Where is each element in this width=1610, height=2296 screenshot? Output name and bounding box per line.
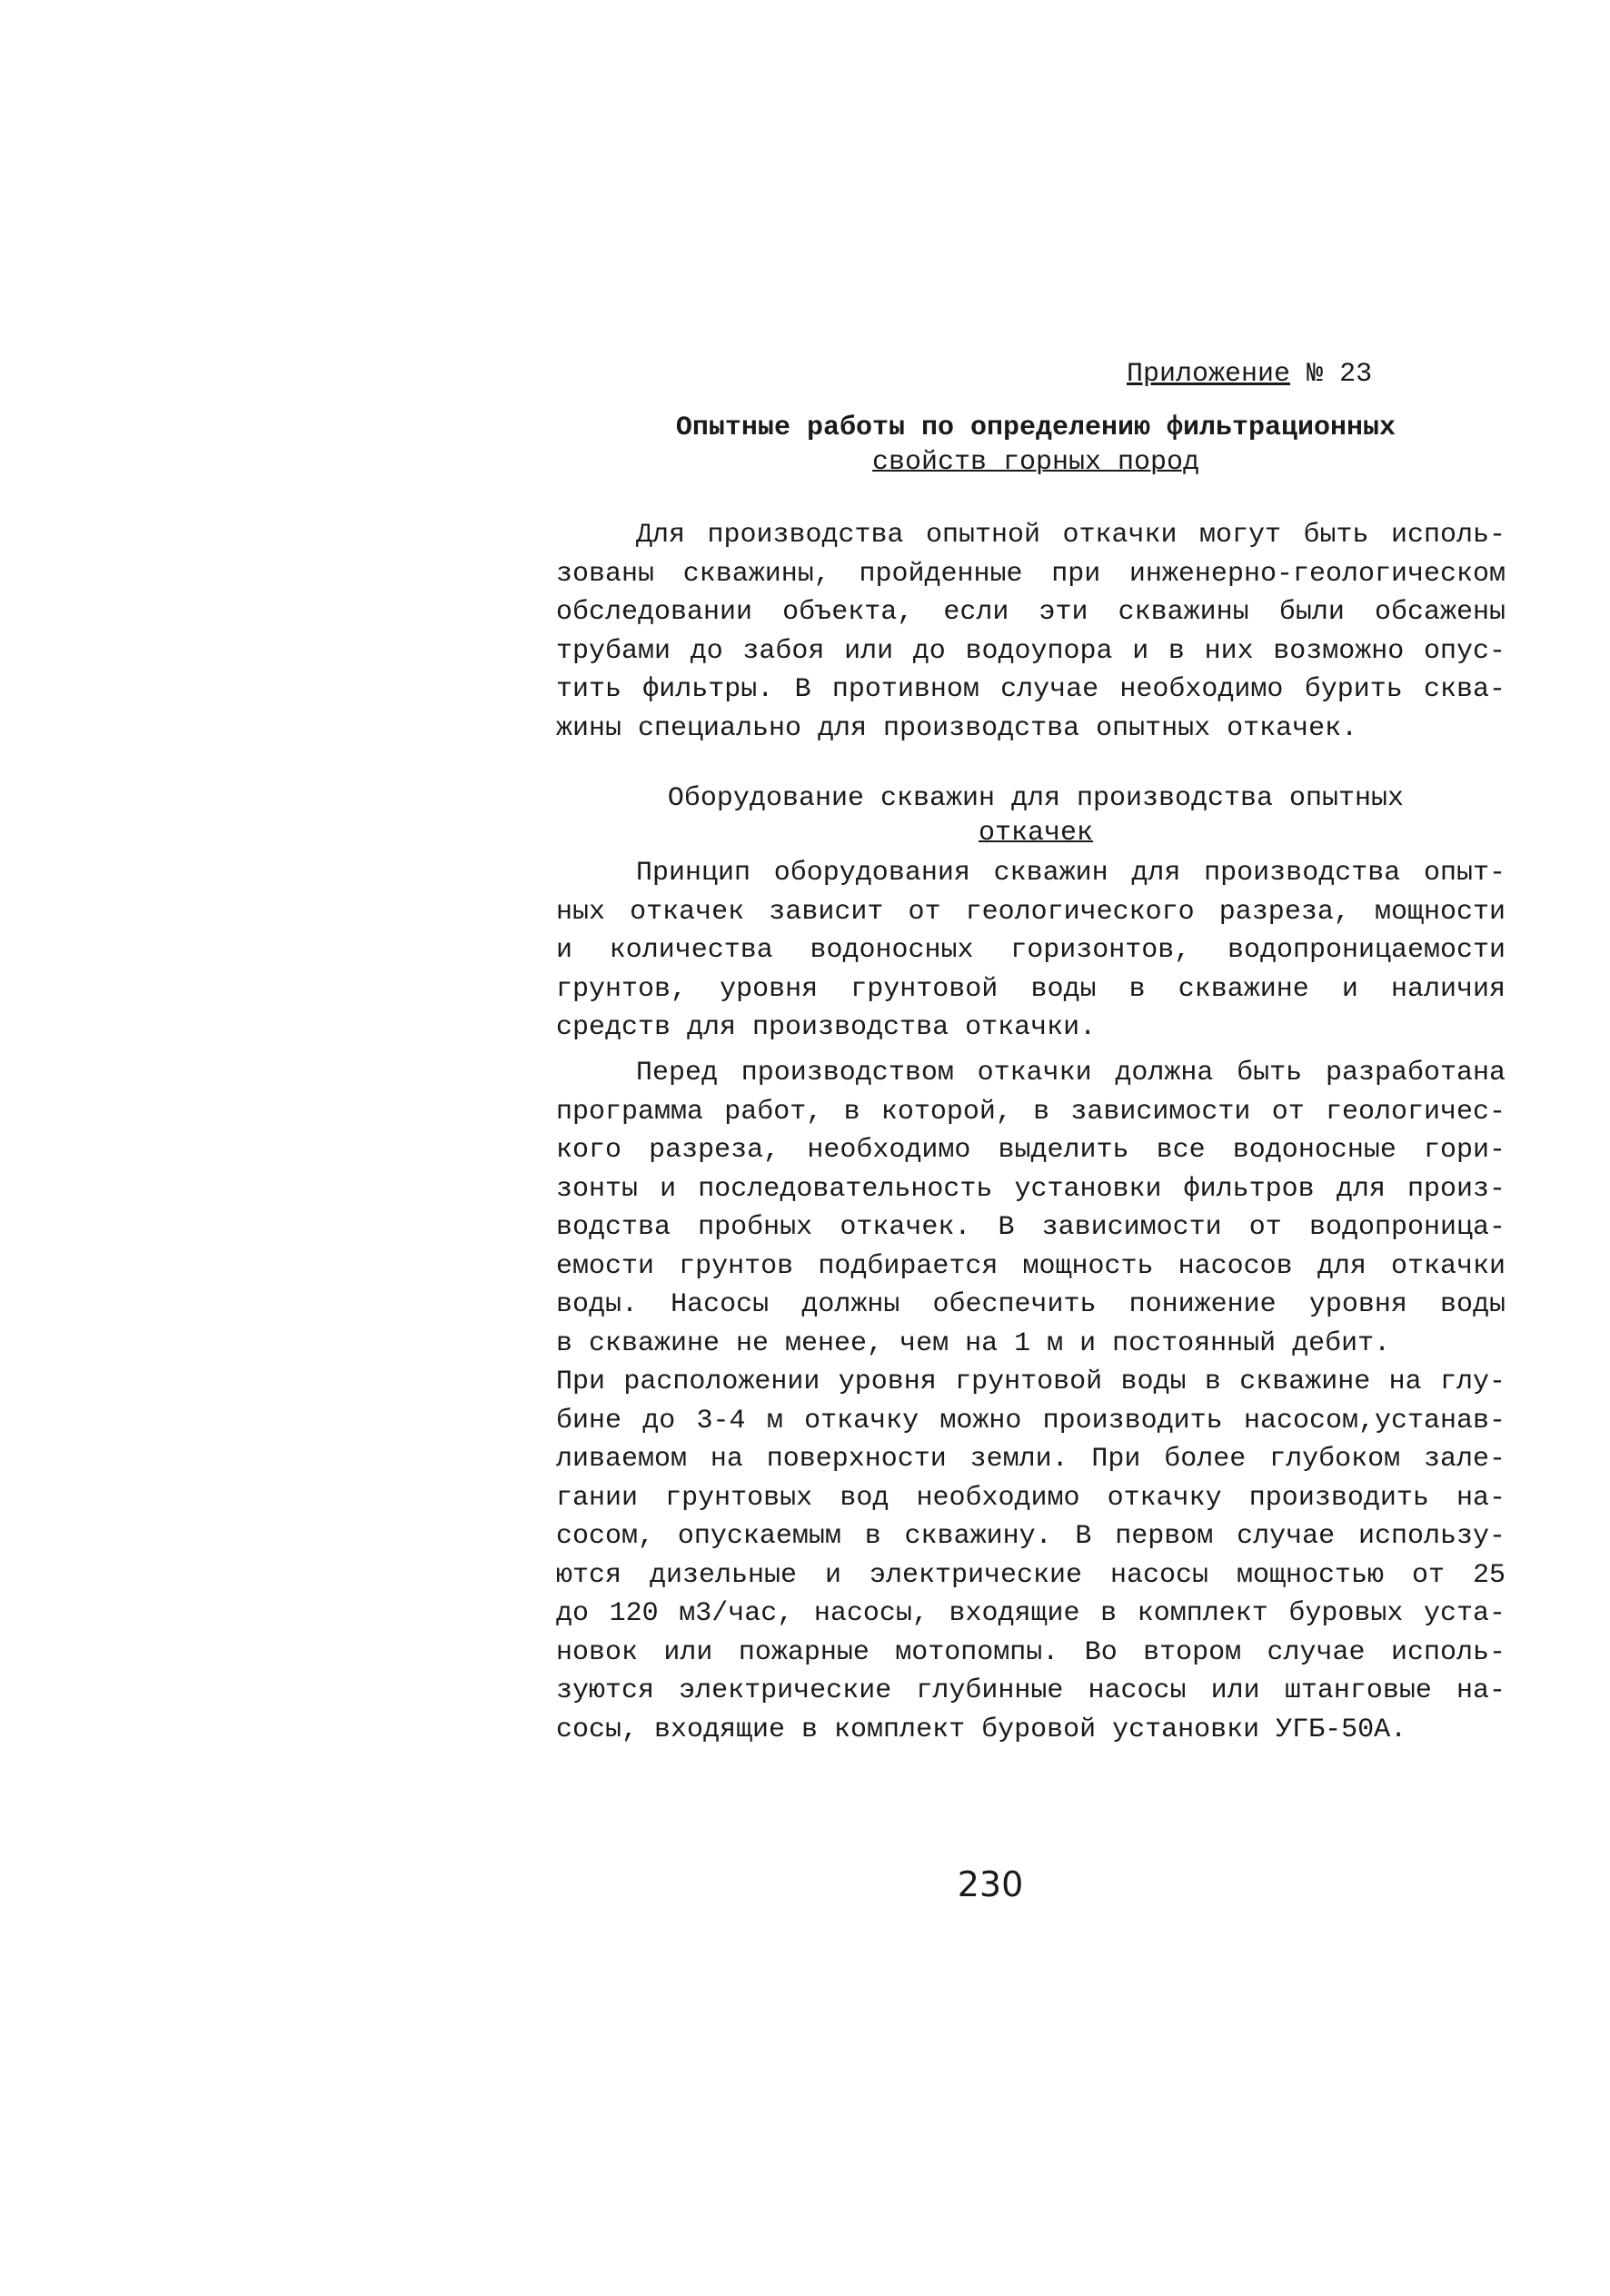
paragraph-line: до 120 м3/час, насосы, входящие в комплект буровых уста- xyxy=(556,1598,1506,1629)
paragraph-line: Принцип оборудования скважин для производства опыт- xyxy=(636,858,1506,889)
paragraph-line: трубами до забоя или до водоупора и в них возможно опус- xyxy=(556,635,1506,667)
paragraph-line: Для производства опытной откачки могут быть исполь- xyxy=(636,520,1506,551)
subsection-title-line-2: откачек xyxy=(978,818,1094,849)
section-title-line-2: свойств горных пород xyxy=(871,447,1200,478)
paragraph-line: гании грунтовых вод необходимо откачку производить на- xyxy=(556,1482,1506,1514)
paragraph-line: и количества водоносных горизонтов, водопроницаемости xyxy=(556,935,1506,966)
paragraph-line: кого разреза, необходимо выделить все водоносные гори- xyxy=(556,1135,1506,1166)
appendix-number: 23 xyxy=(1339,359,1373,390)
section-title xyxy=(636,411,1436,480)
appendix-label xyxy=(1127,356,1399,393)
paragraph-line: зуются электрические глубинные насосы или штанговые на- xyxy=(556,1675,1506,1706)
paragraph-line: ных откачек зависит от геологического разреза, мощности xyxy=(556,896,1506,928)
paragraph-line: зованы скважины, пройденные при инженерно-геологическом xyxy=(556,558,1506,590)
paragraph-2 xyxy=(556,854,1506,1048)
paragraph-3 xyxy=(556,1054,1506,1749)
paragraph-line: жины специально для производства опытных откачек. xyxy=(556,712,1358,744)
paragraph-line: в скважине не менее, чем на 1 м и постоянный дебит. xyxy=(556,1327,1391,1359)
paragraph-line: обследовании объекта, если эти скважины были обсажены xyxy=(556,597,1506,628)
paragraph-line: При расположении уровня грунтовой воды в скважине на глу- xyxy=(556,1367,1506,1397)
paragraph-line: бине до 3-4 м откачку можно производить насосом,устанав- xyxy=(556,1405,1506,1436)
paragraph-line: водства пробных откачек. В зависимости от водопроница- xyxy=(556,1212,1506,1243)
paragraph-line: новок или пожарные мотопомпы. Во втором случае исполь- xyxy=(556,1636,1506,1668)
paragraph-line: грунтов, уровня грунтовой воды в скважине и наличия xyxy=(556,973,1506,1005)
paragraph-line: программа работ, в которой, в зависимости от геологичес- xyxy=(556,1096,1506,1128)
paragraph-line: емости грунтов подбирается мощность насосов для откачки xyxy=(556,1250,1506,1282)
section-title-line-1: Опытные работы по определению фильтрационных xyxy=(675,412,1396,443)
appendix-word: Приложение xyxy=(1127,359,1291,390)
paragraph-line: тить фильтры. В противном случае необходимо бурить сква- xyxy=(556,674,1506,705)
paragraph-line: воды. Насосы должны обеспечить понижение уровня воды xyxy=(556,1289,1506,1320)
paragraph-line: ливаемом на поверхности земли. При более глубоком зале- xyxy=(556,1444,1506,1475)
paragraph-line: ются дизельные и электрические насосы мощностью от 25 xyxy=(556,1559,1506,1591)
subsection-title-line-1: Оборудование скважин для производства опытных xyxy=(667,783,1405,814)
paragraph-line: сосом, опускаемым в скважину. В первом случае использу- xyxy=(556,1521,1506,1552)
appendix-number-sign: № xyxy=(1307,359,1324,390)
paragraph-line: средств для производства откачки. xyxy=(556,1012,1097,1043)
paragraph-line: сосы, входящие в комплект буровой установки УГБ-50А. xyxy=(556,1714,1407,1745)
paragraph-line: Перед производством откачки должна быть разработана xyxy=(636,1058,1506,1088)
paragraph-1 xyxy=(556,516,1506,748)
subsection-title xyxy=(636,781,1436,850)
paragraph-line: зонты и последовательность установки фильтров для произ- xyxy=(556,1173,1506,1205)
page-number: 230 xyxy=(957,1864,1024,1904)
